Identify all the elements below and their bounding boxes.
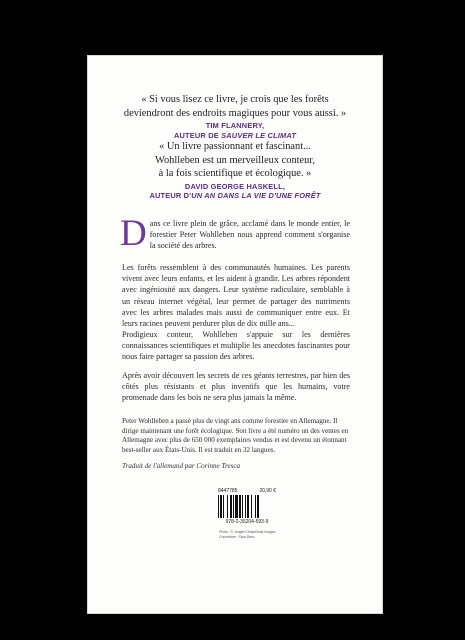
role-book-title: UN AN DANS LA VIE D'UNE FORÊT [191, 191, 321, 201]
translator-credit: Traduit de l'allemand par Corinne Tresca [122, 462, 241, 470]
quote-author: DAVID GEORGE HASKELL, [184, 181, 286, 191]
drop-cap: D [120, 213, 147, 254]
quote-line: « Un livre passionnant et fascinant... [159, 141, 311, 152]
quote-author: TIM FLANNERY, [205, 121, 265, 131]
credit-line: Couverture : Sara Deux [219, 534, 255, 539]
quote-author-role [88, 131, 382, 140]
barcode-price: 20,90 € [259, 488, 276, 494]
author-bio: Peter Wohlleben a passé plus de vingt ans comme forestier en Allemagne. Il dirige maintenant une forêt écologique. Son livre a été numéro un des ventes en Allemagne avec plus de 650 000 exemplaires vendus et est devenu un étonnant best-seller aux États-Unis. Il est traduit en 32 langues. [122, 417, 349, 455]
photo-credits [219, 530, 275, 539]
back-cover [88, 56, 382, 613]
barcode [218, 488, 276, 525]
quote-line: Wohlleben est un merveilleux conteur, [154, 154, 316, 166]
paragraph: Les forêts ressemblent à des communautés humaines. Les parents vivent avec leurs enfants, et les aident à grandir. Les arbres répondent avec ingéniosité aux dangers. Leur système radiculaire, semblable à un réseau internet végétal, leur permet de partager des nutriments avec les arbres malades mais aussi de communiquer entre eux. Et leurs racines peuvent perdurer plus de dix mille ans... [122, 263, 350, 329]
barcode-code: 8447785 [218, 488, 238, 494]
quote-flannery [88, 93, 382, 140]
role-prefix: AUTEUR DE [173, 130, 222, 140]
credit-line: Photo : © Jorgen Christ/Getty Images [219, 530, 276, 534]
quote-haskell [88, 140, 382, 201]
barcode-bar [259, 495, 260, 518]
paragraph-block [122, 262, 350, 329]
role-book-title: SAUVER LE CLIMAT [221, 130, 297, 140]
barcode-isbn: 978-2-35204-593-9 [225, 519, 269, 525]
barcode-bars [218, 495, 276, 518]
quote-author-role [88, 191, 382, 200]
role-prefix: AUTEUR D' [149, 191, 192, 201]
quote-line: deviendront des endroits magiques pour vous aussi. » [123, 107, 347, 119]
paragraph: Après avoir découvert les secrets de ces géants terrestres, par bien des côtés plus résistants et plus inventifs que les humains, votre promenade dans les bois ne sera plus jamais la même. [122, 371, 350, 403]
paragraph: Prodigieux conteur, Wohlleben s'appuie sur les dernières connaissances scientifiques et multiplie les anecdotes fascinantes pour nous faire partager sa passion des arbres. [122, 330, 350, 362]
paragraph: ans ce livre plein de grâce, acclamé dans le monde entier, le forestier Peter Wohlleben nous apprend comment s'organise la société des arbres. [149, 219, 350, 251]
paragraph-block [122, 329, 350, 363]
quote-line: à la fois scientifique et écologique. » [158, 168, 312, 180]
paragraph-block [122, 370, 350, 404]
quote-line: « Si vous lisez ce livre, je crois que les forêts [141, 94, 329, 105]
intro-paragraph [120, 213, 350, 254]
barcode-header [218, 488, 276, 494]
